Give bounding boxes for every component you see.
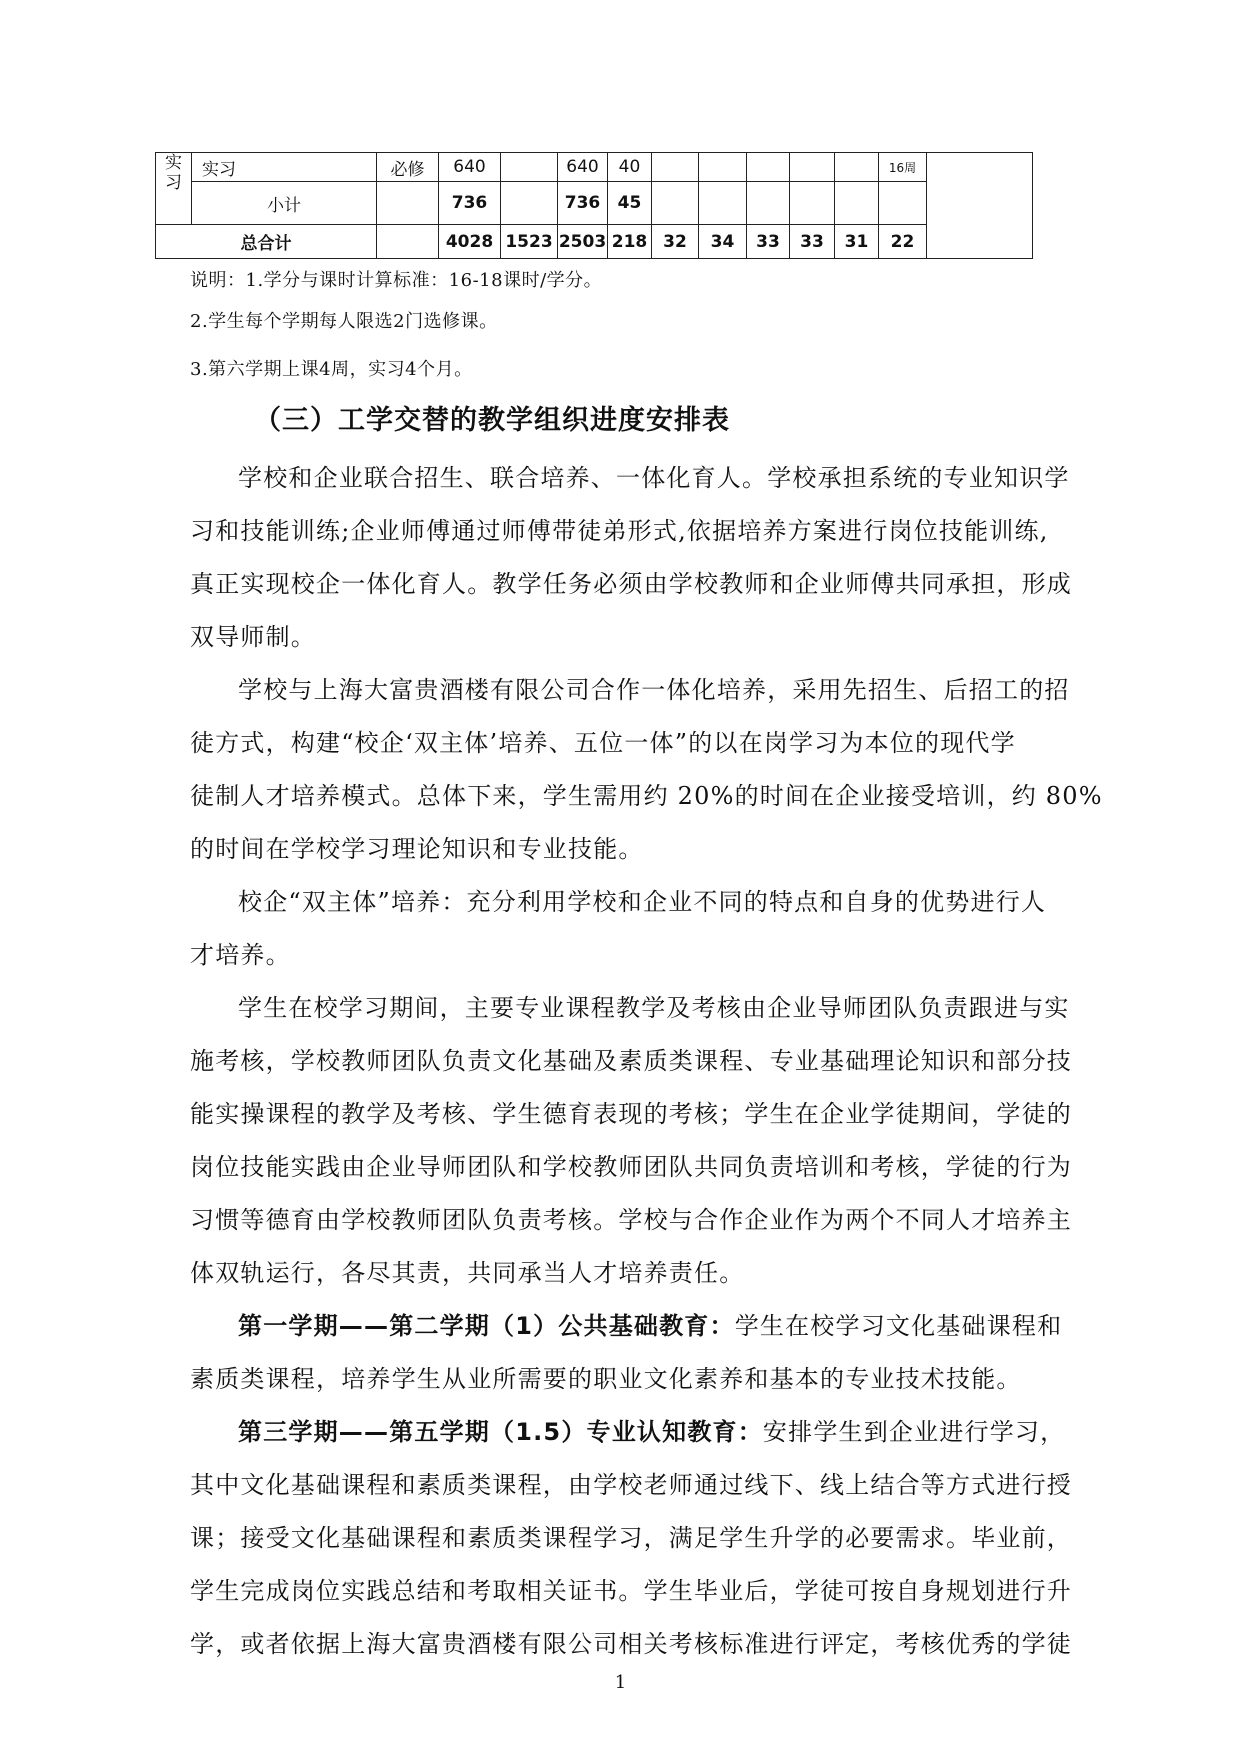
- line-text: 习和技能训练;企业师傅通过师傅带徒弟形式,依据培养方案进行岗位技能训练,: [190, 517, 1049, 545]
- text-line: [190, 505, 1060, 558]
- line-text: 岗位技能实践由企业导师团队和学校教师团队共同负责培训和考核，学徒的行为: [190, 1153, 1072, 1181]
- grand-total-label-cell: 总合计: [156, 225, 377, 259]
- semester-6-cell: [879, 182, 927, 225]
- line-text: 学生在校学习期间，主要专业课程教学及考核由企业导师团队负责跟进与实: [238, 994, 1070, 1022]
- semester-3-cell: [747, 153, 790, 182]
- semester-3-cell: 33: [747, 225, 790, 259]
- line-text: 安排学生到企业进行学习，: [762, 1418, 1066, 1446]
- line-text: 校企“双主体”培养：充分利用学校和企业不同的特点和自身的优势进行人: [238, 888, 1047, 916]
- line-text: 施考核，学校教师团队负责文化基础及素质类课程、专业基础理论知识和部分技: [190, 1047, 1072, 1075]
- line-text: 学生完成岗位实践总结和考取相关证书。学生毕业后，学徒可按自身规划进行升: [190, 1577, 1072, 1605]
- semester-4-cell: [790, 153, 835, 182]
- note-2: 2.学生每个学期每人限选2门选修课。: [190, 311, 498, 332]
- text-line: [190, 452, 1070, 505]
- line-text: 学校与上海大富贵酒楼有限公司合作一体化培养，采用先招生、后招工的招: [238, 676, 1070, 704]
- semester-2-cell: [699, 182, 747, 225]
- line-text: 才培养。: [190, 941, 291, 969]
- text-line: [190, 1300, 1063, 1353]
- course-schedule-table: [155, 152, 1033, 259]
- line-text: 其中文化基础课程和素质类课程，由学校老师通过线下、线上结合等方式进行授: [190, 1471, 1072, 1499]
- course-type-cell: [377, 225, 439, 259]
- credits-cell: 40: [608, 153, 652, 182]
- semester-1-cell: [652, 182, 699, 225]
- text-line: [190, 1141, 1072, 1194]
- text-line: [190, 823, 1060, 876]
- practice-hours-cell: 2503: [558, 225, 608, 259]
- line-text: 徒方式，构建“校企‘双主体’培养、五位一体”的以在岗学习为本位的现代学: [190, 729, 1016, 757]
- line-text: 体双轨运行，各尽其责，共同承当人才培养责任。: [190, 1259, 745, 1287]
- table-row-grand-total: [156, 225, 1033, 259]
- line-text: 双导师制。: [190, 623, 316, 651]
- text-line: [190, 982, 1070, 1035]
- semester-5-cell: [835, 153, 879, 182]
- body-text: [190, 452, 1103, 1671]
- credits-cell: 45: [608, 182, 652, 225]
- course-type-cell: [377, 182, 439, 225]
- line-text: 真正实现校企一体化育人。教学任务必须由学校教师和企业师傅共同承担，形成: [190, 570, 1072, 598]
- semester-6-cell: 16周: [879, 153, 927, 182]
- course-name-cell: 实习: [192, 153, 377, 182]
- semester-1-cell: 32: [652, 225, 699, 259]
- theory-hours-cell: [501, 153, 558, 182]
- note-1: 说明：1.学分与课时计算标准：16-18课时/学分。: [190, 270, 603, 291]
- theory-hours-cell: [501, 182, 558, 225]
- semester-1-cell: [652, 153, 699, 182]
- semester-2-cell: 34: [699, 225, 747, 259]
- text-line: [190, 1088, 1072, 1141]
- line-text: 徒制人才培养模式。总体下来，学生需用约 20%的时间在企业接受培训，约 80%: [190, 782, 1103, 810]
- total-hours-cell: 736: [439, 182, 501, 225]
- text-line: [190, 770, 1103, 823]
- semester-6-cell: 22: [879, 225, 927, 259]
- text-line: [190, 1247, 1060, 1300]
- total-hours-cell: 640: [439, 153, 501, 182]
- table-row-internship: [156, 153, 1033, 182]
- semester-3-cell: [747, 182, 790, 225]
- line-text: 学生在校学习文化基础课程和: [734, 1312, 1063, 1340]
- text-line: [190, 1459, 1072, 1512]
- table-row-subtotal: [156, 182, 1033, 225]
- line-text: 学，或者依据上海大富贵酒楼有限公司相关考核标准进行评定，考核优秀的学徒: [190, 1630, 1072, 1658]
- remark-cell: [927, 153, 1033, 259]
- semester-4-cell: 33: [790, 225, 835, 259]
- line-text: 素质类课程，培养学生从业所需要的职业文化素养和基本的专业技术技能。: [190, 1365, 1022, 1393]
- text-line: [190, 876, 1060, 929]
- text-line: [190, 1565, 1072, 1618]
- semester-5-cell: 31: [835, 225, 879, 259]
- line-text: 的时间在学校学习理论知识和专业技能。: [190, 835, 644, 863]
- category-cell: [156, 153, 192, 225]
- total-hours-cell: 4028: [439, 225, 501, 259]
- line-text: 课；接受文化基础课程和素质类课程学习，满足学生升学的必要需求。毕业前，: [190, 1524, 1072, 1552]
- credits-cell: 218: [608, 225, 652, 259]
- theory-hours-cell: 1523: [501, 225, 558, 259]
- line-text: 能实操课程的教学及考核、学生德育表现的考核；学生在企业学徒期间，学徒的: [190, 1100, 1072, 1128]
- note-3: 3.第六学期上课4周，实习4个月。: [190, 359, 473, 380]
- semester-5-cell: [835, 182, 879, 225]
- text-line: [190, 1353, 1060, 1406]
- text-line: [190, 1618, 1072, 1671]
- bold-lead: 第一学期——第二学期（1）公共基础教育：: [238, 1312, 735, 1340]
- semester-4-cell: [790, 182, 835, 225]
- line-text: 习惯等德育由学校教师团队负责考核。学校与合作企业作为两个不同人才培养主: [190, 1206, 1072, 1234]
- text-line: [190, 717, 1060, 770]
- semester-2-cell: [699, 153, 747, 182]
- line-text: 学校和企业联合招生、联合培养、一体化育人。学校承担系统的专业知识学: [238, 464, 1070, 492]
- text-line: [190, 1194, 1072, 1247]
- text-line: [190, 611, 1060, 664]
- subtotal-label-cell: 小计: [192, 182, 377, 225]
- text-line: [190, 1035, 1072, 1088]
- practice-hours-cell: 640: [558, 153, 608, 182]
- page-number: 1: [614, 1672, 627, 1693]
- text-line: [190, 1512, 1072, 1565]
- course-type-cell: 必修: [377, 153, 439, 182]
- text-line: [190, 558, 1072, 611]
- text-line: [190, 1406, 1066, 1459]
- section-heading: （三）工学交替的教学组织进度安排表: [254, 405, 730, 436]
- category-char: 习: [165, 173, 182, 193]
- text-line: [190, 929, 1060, 982]
- text-line: [190, 664, 1070, 717]
- practice-hours-cell: 736: [558, 182, 608, 225]
- category-char: 实: [165, 153, 182, 173]
- bold-lead: 第三学期——第五学期（1.5）专业认知教育：: [238, 1418, 763, 1446]
